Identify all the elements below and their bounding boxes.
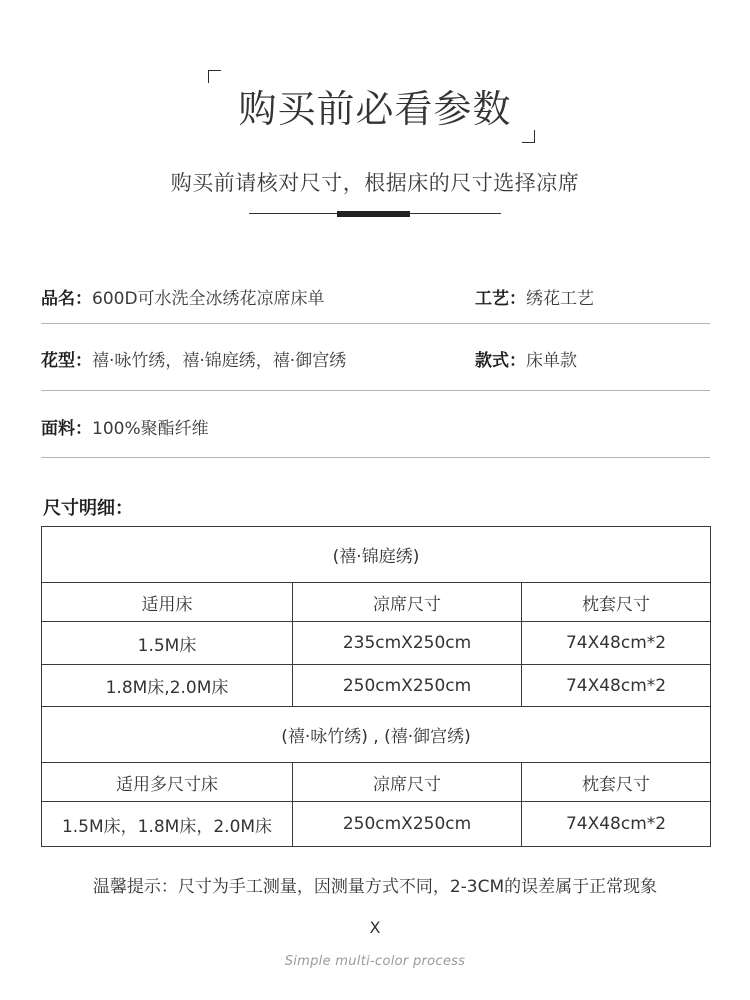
table-row [42, 802, 711, 847]
cell-mat-size: 250cmX250cm [293, 802, 522, 847]
info-divider [41, 457, 710, 458]
info-name-label: 品名： [41, 289, 92, 309]
info-craft-value: 绣花工艺 [526, 289, 594, 309]
group-title: (禧·咏竹绣) , (禧·御宫绣) [42, 707, 711, 763]
footer-note: Simple multi-color process [284, 954, 466, 969]
info-pattern-label: 花型： [41, 351, 92, 371]
title-corner-bottom-right [522, 130, 535, 143]
size-table [41, 526, 711, 847]
table-header-row [42, 763, 711, 802]
cell-bed: 1.5M床，1.8M床，2.0M床 [42, 802, 293, 847]
info-pattern [41, 346, 346, 371]
header-mat-size: 凉席尺寸 [293, 763, 522, 802]
group-title-row [42, 707, 711, 763]
table-row [42, 665, 711, 707]
page-title: 购买前必看参数 [238, 87, 512, 131]
header-mat-size: 凉席尺寸 [293, 583, 522, 622]
divider-thick [337, 211, 410, 217]
info-fabric [41, 414, 209, 439]
info-style-value: 床单款 [526, 351, 577, 371]
header-pillow-size: 枕套尺寸 [522, 583, 711, 622]
info-craft-label: 工艺： [475, 289, 526, 309]
info-craft [475, 284, 594, 309]
header-bed: 适用多尺寸床 [42, 763, 293, 802]
info-divider [41, 390, 710, 391]
measurement-tip: 温馨提示：尺寸为手工测量，因测量方式不同，2-3CM的误差属于正常现象 [92, 877, 658, 897]
header-bed: 适用床 [42, 583, 293, 622]
info-style-label: 款式： [475, 351, 526, 371]
group-title-row [42, 527, 711, 583]
page-subtitle: 购买前请核对尺寸，根据床的尺寸选择凉席 [170, 171, 580, 195]
cell-pillow-size: 74X48cm*2 [522, 665, 711, 707]
group-title: (禧·锦庭绣) [42, 527, 711, 583]
cross-mark: X [369, 918, 381, 937]
info-style [475, 346, 577, 371]
table-header-row [42, 583, 711, 622]
info-name-value: 600D可水洗全冰绣花凉席床单 [92, 289, 325, 309]
header-pillow-size: 枕套尺寸 [522, 763, 711, 802]
table-row [42, 622, 711, 665]
info-fabric-label: 面料： [41, 419, 92, 439]
cell-pillow-size: 74X48cm*2 [522, 622, 711, 665]
info-pattern-value: 禧·咏竹绣，禧·锦庭绣，禧·御宫绣 [92, 351, 347, 371]
info-fabric-value: 100%聚酯纤维 [92, 419, 209, 439]
info-divider [41, 323, 710, 324]
cell-bed: 1.5M床 [42, 622, 293, 665]
cell-pillow-size: 74X48cm*2 [522, 802, 711, 847]
cell-bed: 1.8M床,2.0M床 [42, 665, 293, 707]
size-heading: 尺寸明细： [43, 498, 133, 519]
info-name [41, 284, 325, 309]
cell-mat-size: 250cmX250cm [293, 665, 522, 707]
cell-mat-size: 235cmX250cm [293, 622, 522, 665]
